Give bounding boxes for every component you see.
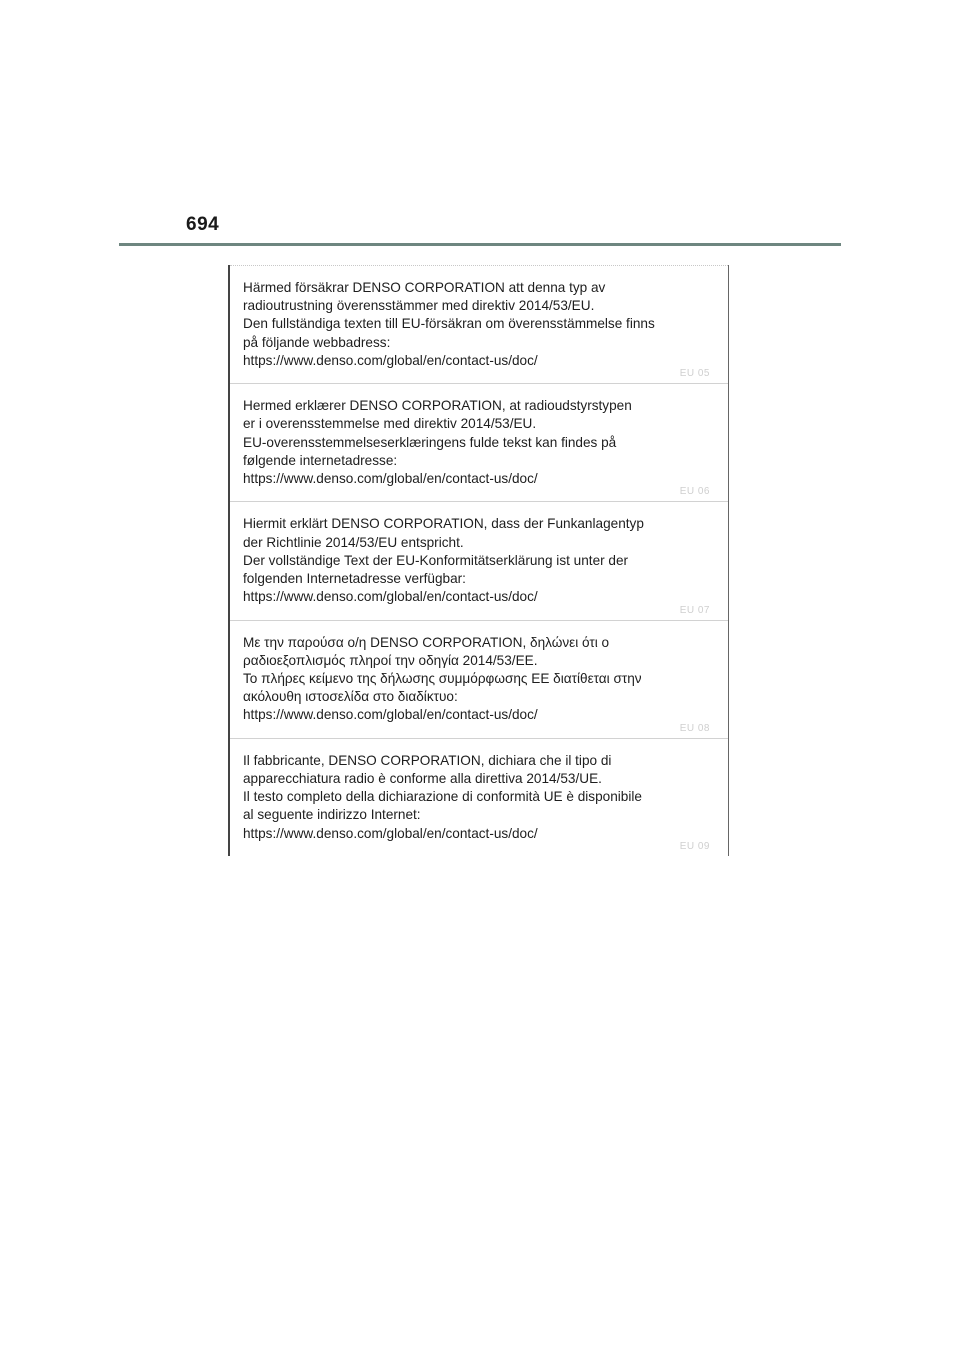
declaration-url: https://www.denso.com/global/en/contact-us/doc/: [243, 825, 538, 841]
declaration-danish: [230, 383, 728, 501]
declaration-line: Hiermit erklärt DENSO CORPORATION, dass der Funkanlagentyp: [243, 516, 644, 532]
declaration-line: der Richtlinie 2014/53/EU entspricht.: [243, 534, 464, 550]
declaration-url: https://www.denso.com/global/en/contact-us/doc/: [243, 589, 538, 605]
declaration-line: er i overensstemmelse med direktiv 2014/53/EU.: [243, 416, 537, 432]
declaration-line: folgenden Internetadresse verfügbar:: [243, 570, 466, 586]
declaration-swedish: [230, 265, 728, 383]
declaration-italian: [230, 738, 728, 856]
declaration-line: følgende internetadresse:: [243, 452, 398, 468]
declaration-line: Hermed erklærer DENSO CORPORATION, at radioudstyrstypen: [243, 398, 632, 414]
declaration-line: Il fabbricante, DENSO CORPORATION, dichiara che il tipo di: [243, 752, 612, 768]
declaration-line: Härmed försäkrar DENSO CORPORATION att denna typ av: [243, 280, 606, 295]
declaration-line: Με την παρούσα ο/η DENSO CORPORATION, δηλώνει ότι ο: [243, 634, 610, 650]
declaration-url: https://www.denso.com/global/en/contact-us/doc/: [243, 352, 538, 368]
declaration-line: EU-overensstemmelseserklæringens fulde tekst kan findes på: [243, 434, 617, 450]
declaration-german: [230, 501, 728, 619]
declaration-code: EU 06: [679, 486, 710, 498]
declaration-line: Den fullständiga texten till EU-försäkran om överensstämmelse finns: [243, 316, 655, 332]
declaration-code: EU 07: [679, 604, 710, 616]
declaration-line: Il testo completo della dichiarazione di conformità UE è disponibile: [243, 789, 642, 805]
header-divider: [119, 243, 841, 246]
declaration-code: EU 08: [679, 722, 710, 734]
declaration-greek: [230, 620, 728, 738]
declaration-code: EU 09: [679, 840, 710, 852]
declaration-line: apparecchiatura radio è conforme alla direttiva 2014/53/UE.: [243, 770, 602, 786]
declaration-code: EU 05: [679, 368, 710, 380]
declaration-url: https://www.denso.com/global/en/contact-us/doc/: [243, 707, 538, 723]
declaration-line: ακόλουθη ιστοσελίδα στο διαδίκτυο:: [243, 689, 458, 705]
declaration-line: ραδιοεξοπλισμός πληροί την οδηγία 2014/53/ΕΕ.: [243, 652, 538, 668]
declaration-line: Το πλήρες κείμενο της δήλωσης συμμόρφωσης ΕΕ διατίθεται στην: [243, 670, 642, 686]
declaration-line: Der vollständige Text der EU-Konformitätserklärung ist unter der: [243, 552, 629, 568]
declaration-line: på följande webbadress:: [243, 334, 391, 350]
page-number: 694: [186, 214, 220, 235]
declaration-line: radioutrustning överensstämmer med direktiv 2014/53/EU.: [243, 298, 595, 314]
declaration-url: https://www.denso.com/global/en/contact-us/doc/: [243, 471, 538, 486]
declaration-panel: [228, 265, 729, 856]
declaration-line: al seguente indirizzo Internet:: [243, 807, 421, 823]
